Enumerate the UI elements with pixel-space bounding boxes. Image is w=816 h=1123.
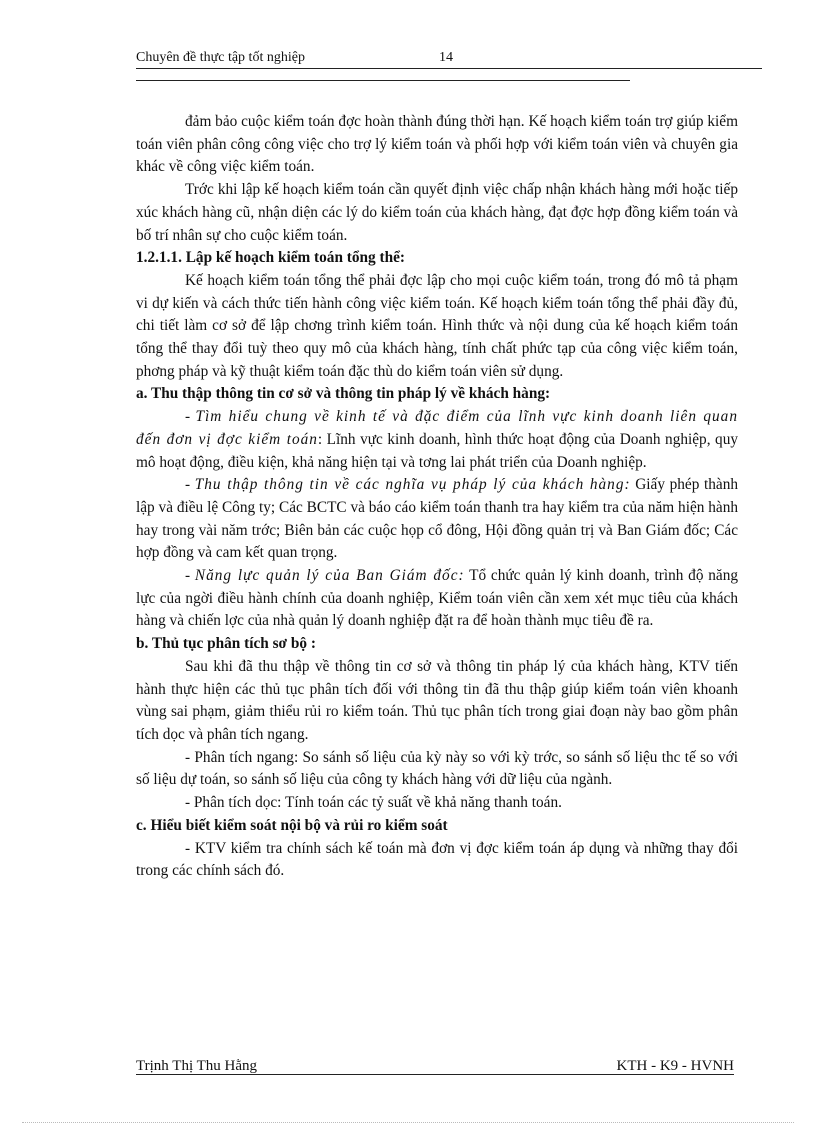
emphasis-legal-obligations: Thu thập thông tin về các nghĩa vụ pháp lý của khách hàng: bbox=[194, 476, 631, 494]
bullet-dash: - bbox=[185, 408, 196, 426]
text-business-overview: : Lĩnh vực kinh doanh, hình thức hoạt động của Doanh nghiệp, quy mô hoạt động, điều kiện, khả năng hiện tại và tơng lai phát triển của Doanh nghiệp. bbox=[136, 430, 738, 471]
paragraph-business-overview bbox=[136, 406, 738, 474]
bullet-dash: - bbox=[185, 476, 195, 494]
page-header bbox=[136, 50, 762, 69]
paragraph-legal-obligations bbox=[136, 474, 738, 565]
text-management-capability: Tổ chức quản lý kinh doanh, trình độ năng lực của ngời điều hành chính của doanh nghiệp, Kiểm toán viên cần xem xét mục tiêu của khách hàng và chiến lợc của nhà quản lý doanh nghiệp đặt ra để hoàn thành mục tiêu đề ra. bbox=[136, 567, 738, 630]
header-divider bbox=[136, 80, 630, 81]
emphasis-management-capability: Năng lực quản lý của Ban Giám đốc: bbox=[194, 567, 465, 585]
paragraph-overall-plan: Kế hoạch kiểm toán tổng thể phải đợc lập cho mọi cuộc kiểm toán, trong đó mô tả phạm vi dự kiến và cách thức tiến hành công việc kiểm toán. Kế hoạch kiểm toán tổng thể phải đầy đủ, chi tiết làm cơ sở để lập chơng trình kiểm toán. Hình thức và nội dung của kế hoạch kiểm toán tổng thể thay đổi tuỳ theo quy mô của khách hàng, tính chất phức tạp của công việc kiểm toán, phơng pháp và kỹ thuật kiểm toán đặc thù do kiểm toán viên sử dụng. bbox=[136, 271, 738, 380]
header-title: Chuyên đề thực tập tốt nghiệp bbox=[136, 50, 305, 65]
paragraph-horizontal-analysis: - Phân tích ngang: So sánh số liệu của kỳ này so với kỳ trớc, so sánh số liệu thc tế so với số liệu dự toán, so sánh số liệu của công ty khách hàng với dữ liệu của ngành. bbox=[136, 748, 738, 789]
footer-author: Trịnh Thị Thu Hằng bbox=[136, 1058, 594, 1075]
paragraph-continuation: đảm bảo cuộc kiểm toán đợc hoàn thành đúng thời hạn. Kế hoạch kiểm toán trợ giúp kiểm toán viên phân công công việc cho trợ lý kiểm toán và phối hợp với kiểm toán viên và chuyên gia khác về công việc kiểm toán. bbox=[136, 113, 738, 176]
paragraph-management-capability bbox=[136, 565, 738, 633]
subheading-a: a. Thu thập thông tin cơ sở và thông tin pháp lý về khách hàng: bbox=[136, 385, 551, 403]
paragraph-before-planning: Trớc khi lập kế hoạch kiểm toán cần quyết định việc chấp nhận khách hàng mới hoặc tiếp xúc khách hàng cũ, nhận diện các lý do kiểm toán của khách hàng, đạt đợc hợp đồng kiểm toán và bố trí nhân sự cho cuộc kiểm toán. bbox=[136, 181, 738, 244]
footer-class-code: KTH - K9 - HVNH bbox=[594, 1058, 734, 1075]
text-legal-obligations: Giấy phép thành lập và điều lệ Công ty; Các BCTC và báo cáo kiểm toán thanh tra hay kiểm tra của năm hiện hành hay trong vài năm trớc; Biên bản các cuộc họp cổ đông, Hội đồng quản trị và Ban Giám đốc; Các hợp đồng và cam kết quan trọng. bbox=[136, 476, 738, 562]
bullet-dash: - bbox=[185, 567, 195, 585]
page-footer bbox=[136, 1058, 736, 1076]
section-heading-overall-plan: 1.2.1.1. Lập kế hoạch kiểm toán tổng thể: bbox=[136, 249, 405, 267]
paragraph-accounting-policy: - KTV kiểm tra chính sách kế toán mà đơn vị đợc kiểm toán áp dụng và những thay đổi trong các chính sách đó. bbox=[136, 839, 738, 880]
page-number: 14 bbox=[439, 50, 453, 65]
emphasis-business-overview: Tìm hiểu chung về kinh tế và đặc điểm của lĩnh vực kinh doanh liên quan đến đơn vị đợc kiểm toán bbox=[136, 408, 738, 448]
subheading-b: b. Thủ tục phân tích sơ bộ : bbox=[136, 635, 316, 653]
paragraph-preliminary-analysis: Sau khi đã thu thập về thông tin cơ sở và thông tin pháp lý của khách hàng, KTV tiến hành thực hiện các thủ tục phân tích đối với thông tin đã thu thập giúp kiểm toán viên khoanh vùng sai phạm, giảm thiểu rủi ro kiểm toán. Thủ tục phân tích trong giai đoạn này bao gồm phân tích dọc và phân tích ngang. bbox=[136, 657, 738, 743]
paragraph-vertical-analysis: - Phân tích dọc: Tính toán các tỷ suất về khả năng thanh toán. bbox=[185, 794, 562, 812]
subheading-c: c. Hiểu biết kiểm soát nội bộ và rủi ro kiểm soát bbox=[136, 816, 448, 834]
document-body bbox=[136, 111, 738, 883]
